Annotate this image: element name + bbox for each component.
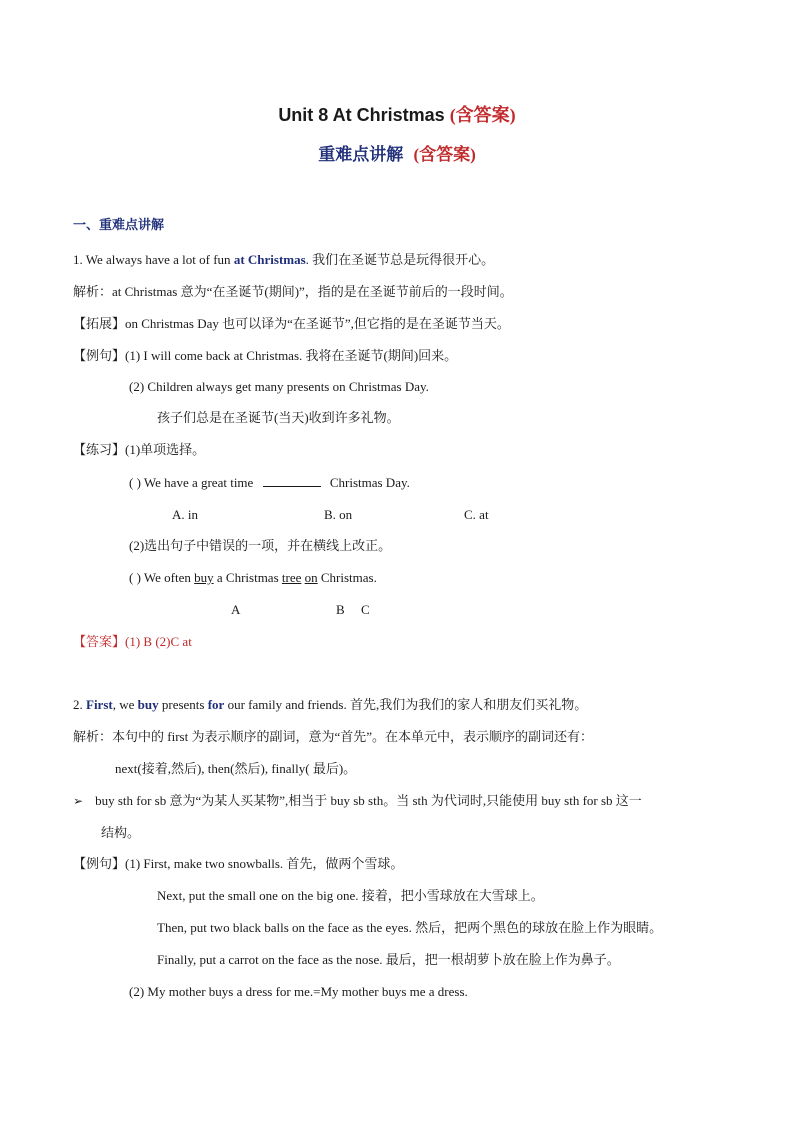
bullet-arrow-icon: ➢	[73, 794, 84, 808]
point2-keyword-for: for	[207, 697, 225, 712]
point2-text-a: , we	[112, 697, 138, 712]
point2-example1c: Then, put two black balls on the face as the eyes. 然后，把两个黑色的球放在脸上作为眼睛。	[157, 920, 663, 935]
point1-sentence	[73, 251, 494, 269]
point1-post: . 我们在圣诞节总是玩得很开心。	[305, 252, 495, 267]
point2-example1d: Finally, put a carrot on the face as the nose. 最后，把一根胡萝卜放在脸上作为鼻子。	[157, 952, 620, 967]
question2-label-b: B	[336, 602, 345, 617]
point2-text-b: presents	[158, 697, 208, 712]
point2-bullet	[73, 792, 642, 810]
question2-option-c-word: on	[304, 570, 318, 585]
title-text: Unit 8 At Christmas	[278, 105, 445, 125]
point1-analysis: 解析：at Christmas 意为“在圣诞节(期间)”，指的是在圣诞节前后的一段时间。	[73, 284, 513, 299]
point2-sentence	[73, 696, 587, 714]
point2-number: 2.	[73, 697, 86, 712]
question2-label-a: A	[231, 602, 241, 617]
question2-label-c: C	[361, 602, 370, 617]
point2-example1b: Next, put the small one on the big one. 接着，把小雪球放在大雪球上。	[157, 888, 544, 903]
point1-example2-cn: 孩子们总是在圣诞节(当天)收到许多礼物。	[157, 410, 400, 425]
question2-mid1: a Christmas	[213, 570, 282, 585]
section-heading: 一、重难点讲解	[73, 217, 165, 232]
page-subtitle	[0, 146, 794, 164]
point1-practice: 【练习】(1)单项选择。	[73, 442, 206, 457]
point2-keyword-first: First	[86, 697, 113, 712]
question1-pre: ( ) We have a great time	[129, 475, 257, 490]
question1-option-b: B. on	[324, 507, 353, 522]
point2-analysis2: next(接着,然后), then(然后), finally( 最后)。	[115, 761, 357, 776]
question2-option-a-word: buy	[194, 570, 214, 585]
subtitle-text: 重难点讲解	[318, 145, 404, 164]
point2-text-c: our family and friends. 首先,我们为我们的家人和朋友们买礼物。	[224, 697, 588, 712]
subtitle-answer-note: (含答案)	[413, 145, 476, 164]
answer-label: 【答案】	[73, 634, 126, 649]
point2-bullet2: 结构。	[101, 825, 141, 840]
question2-option-b-word: tree	[281, 570, 302, 585]
point2-keyword-buy: buy	[137, 697, 159, 712]
question2-pre: ( ) We often	[129, 570, 195, 585]
point1-extension: 【拓展】on Christmas Day 也可以译为“在圣诞节”,但它指的是在圣诞节当天。	[73, 316, 510, 331]
question1-post: Christmas Day.	[326, 475, 410, 490]
point2-example2: (2) My mother buys a dress for me.=My mother buys me a dress.	[129, 984, 468, 999]
answer-text: (1) B (2)C at	[125, 634, 192, 649]
page-title	[0, 106, 794, 124]
question1-option-c: C. at	[464, 507, 489, 522]
question2-title: (2)选出句子中错误的一项，并在横线上改正。	[129, 538, 392, 553]
point1-keyword: at Christmas	[233, 252, 306, 267]
question2-post: Christmas.	[317, 570, 377, 585]
point1-example2: (2) Children always get many presents on Christmas Day.	[129, 379, 429, 394]
question1-option-a: A. in	[172, 507, 198, 522]
point1-pre: 1. We always have a lot of fun	[73, 252, 234, 267]
question2	[129, 569, 377, 587]
title-answer-note: (含答案)	[449, 105, 516, 125]
question1	[129, 474, 410, 492]
point2-bullet-text: buy sth for sb 意为“为某人买某物”,相当于 buy sb sth。当 sth 为代词时,只能使用 buy sth for sb 这一	[95, 793, 642, 808]
question1-blank[interactable]	[263, 474, 321, 487]
point2-example1: 【例句】(1) First, make two snowballs. 首先，做两个雪球。	[73, 856, 404, 871]
point1-answer	[73, 633, 192, 651]
point2-analysis: 解析：本句中的 first 为表示顺序的副词，意为“首先”。在本单元中，表示顺序的副词还有：	[73, 729, 593, 744]
point1-example1: 【例句】(1) I will come back at Christmas. 我将在圣诞节(期间)回来。	[73, 348, 458, 363]
